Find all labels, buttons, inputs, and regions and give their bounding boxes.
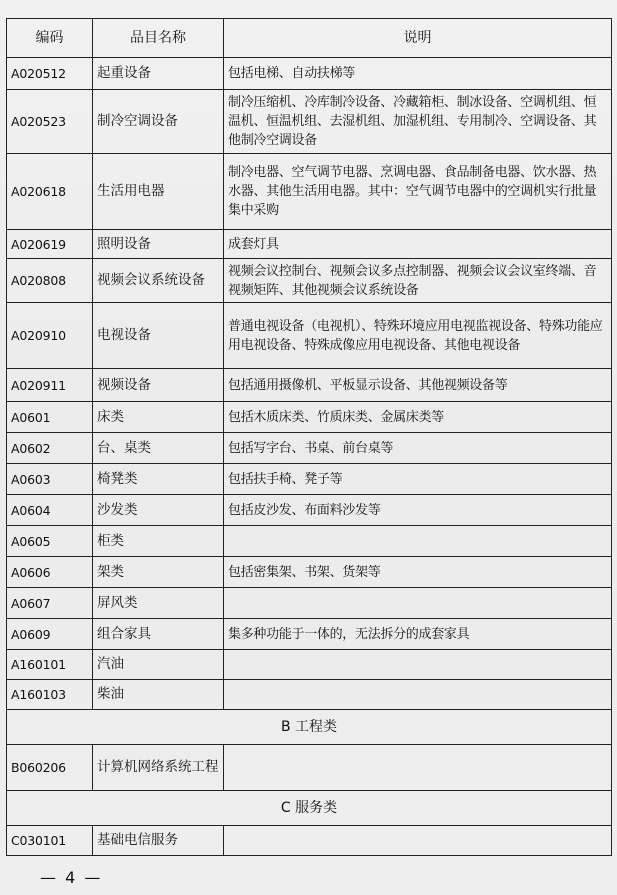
section-title-b: B 工程类 bbox=[7, 710, 612, 745]
row-name: 计算机网络系统工程 bbox=[93, 745, 224, 791]
table-row bbox=[7, 557, 612, 588]
table-row bbox=[7, 826, 612, 856]
header-name: 品目名称 bbox=[93, 19, 224, 58]
header-desc: 说明 bbox=[224, 19, 612, 58]
row-desc bbox=[224, 526, 612, 557]
header-code: 编码 bbox=[7, 19, 93, 58]
table-row bbox=[7, 650, 612, 680]
table-row bbox=[7, 303, 612, 369]
row-code: A020512 bbox=[7, 58, 93, 90]
section-title-c: C 服务类 bbox=[7, 791, 612, 826]
section-header-row bbox=[7, 710, 612, 745]
row-desc: 包括木质床类、竹质床类、金属床类等 bbox=[224, 402, 612, 433]
row-name: 起重设备 bbox=[93, 58, 224, 90]
row-code: A0609 bbox=[7, 619, 93, 650]
table-row bbox=[7, 745, 612, 791]
row-name: 生活用电器 bbox=[93, 154, 224, 230]
row-code: A0602 bbox=[7, 433, 93, 464]
row-code: A020619 bbox=[7, 230, 93, 259]
table-row bbox=[7, 259, 612, 303]
row-desc bbox=[224, 826, 612, 856]
table-row bbox=[7, 90, 612, 154]
table-row bbox=[7, 230, 612, 259]
row-code: A020618 bbox=[7, 154, 93, 230]
row-name: 柴油 bbox=[93, 680, 224, 710]
page-number: — 4 — bbox=[40, 868, 103, 887]
row-name: 电视设备 bbox=[93, 303, 224, 369]
row-desc: 制冷电器、空气调节电器、烹调电器、食品制备电器、饮水器、热水器、其他生活用电器。其中：空气调节电器中的空调机实行批量集中采购 bbox=[224, 154, 612, 230]
row-desc bbox=[224, 588, 612, 619]
row-desc: 包括电梯、自动扶梯等 bbox=[224, 58, 612, 90]
row-name: 椅凳类 bbox=[93, 464, 224, 495]
row-code: A160103 bbox=[7, 680, 93, 710]
table-row bbox=[7, 588, 612, 619]
row-name: 基础电信服务 bbox=[93, 826, 224, 856]
row-desc: 普通电视设备（电视机）、特殊环境应用电视监视设备、特殊功能应用电视设备、特殊成像应用电视设备、其他电视设备 bbox=[224, 303, 612, 369]
table-row bbox=[7, 402, 612, 433]
table-row bbox=[7, 433, 612, 464]
row-name: 屏风类 bbox=[93, 588, 224, 619]
row-name: 台、桌类 bbox=[93, 433, 224, 464]
row-code: A0603 bbox=[7, 464, 93, 495]
row-desc: 包括扶手椅、凳子等 bbox=[224, 464, 612, 495]
row-code: A0606 bbox=[7, 557, 93, 588]
table-row bbox=[7, 58, 612, 90]
table-row bbox=[7, 369, 612, 402]
row-name: 照明设备 bbox=[93, 230, 224, 259]
table-row bbox=[7, 154, 612, 230]
row-desc: 包括写字台、书桌、前台桌等 bbox=[224, 433, 612, 464]
row-desc: 集多种功能于一体的，无法拆分的成套家具 bbox=[224, 619, 612, 650]
row-name: 架类 bbox=[93, 557, 224, 588]
row-desc bbox=[224, 745, 612, 791]
table-row bbox=[7, 464, 612, 495]
row-code: A160101 bbox=[7, 650, 93, 680]
row-code: A0604 bbox=[7, 495, 93, 526]
row-code: A0607 bbox=[7, 588, 93, 619]
row-code: A0605 bbox=[7, 526, 93, 557]
table-body bbox=[7, 58, 612, 856]
row-desc bbox=[224, 680, 612, 710]
table-row bbox=[7, 680, 612, 710]
row-name: 视频会议系统设备 bbox=[93, 259, 224, 303]
row-desc bbox=[224, 650, 612, 680]
row-code: A0601 bbox=[7, 402, 93, 433]
section-header-row bbox=[7, 791, 612, 826]
row-name: 沙发类 bbox=[93, 495, 224, 526]
row-desc: 制冷压缩机、冷库制冷设备、冷藏箱柜、制冰设备、空调机组、恒温机、恒温机组、去湿机组、加湿机组、专用制冷、空调设备、其他制冷空调设备 bbox=[224, 90, 612, 154]
row-code: A020911 bbox=[7, 369, 93, 402]
row-code: C030101 bbox=[7, 826, 93, 856]
row-desc: 包括密集架、书架、货架等 bbox=[224, 557, 612, 588]
row-desc: 包括皮沙发、布面料沙发等 bbox=[224, 495, 612, 526]
row-code: A020523 bbox=[7, 90, 93, 154]
row-code: A020910 bbox=[7, 303, 93, 369]
table-row bbox=[7, 526, 612, 557]
row-name: 视频设备 bbox=[93, 369, 224, 402]
row-name: 制冷空调设备 bbox=[93, 90, 224, 154]
row-name: 汽油 bbox=[93, 650, 224, 680]
table-header-row bbox=[7, 19, 612, 58]
row-name: 柜类 bbox=[93, 526, 224, 557]
table-row bbox=[7, 495, 612, 526]
row-desc: 视频会议控制台、视频会议多点控制器、视频会议会议室终端、音视频矩阵、其他视频会议系统设备 bbox=[224, 259, 612, 303]
row-code: B060206 bbox=[7, 745, 93, 791]
row-desc: 包括通用摄像机、平板显示设备、其他视频设备等 bbox=[224, 369, 612, 402]
table-row bbox=[7, 619, 612, 650]
procurement-catalog-table bbox=[6, 18, 612, 856]
row-name: 床类 bbox=[93, 402, 224, 433]
row-name: 组合家具 bbox=[93, 619, 224, 650]
row-desc: 成套灯具 bbox=[224, 230, 612, 259]
row-code: A020808 bbox=[7, 259, 93, 303]
